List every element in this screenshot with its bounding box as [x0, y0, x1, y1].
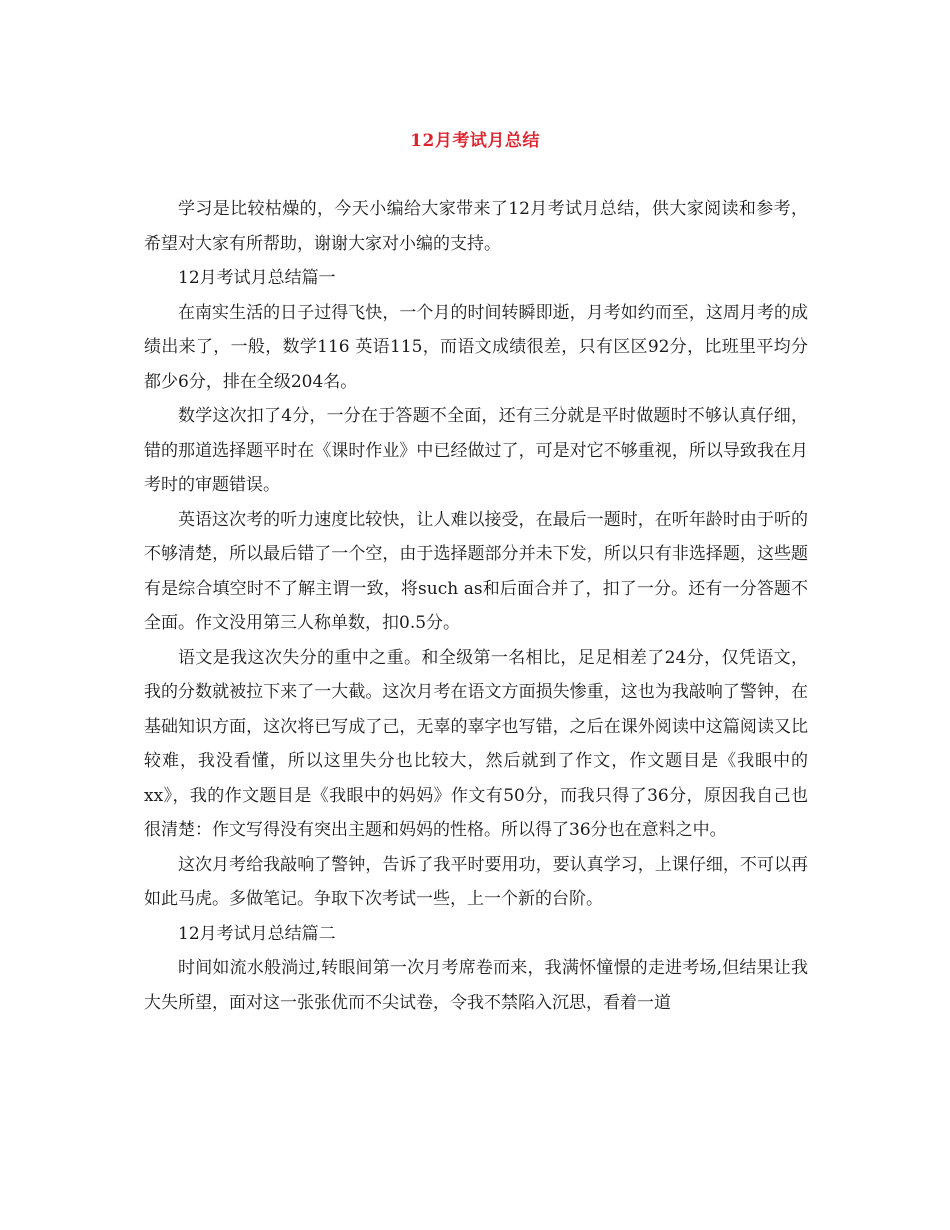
paragraph: 在南实生活的日子过得飞快，一个月的时间转瞬即逝，月考如约而至，这周月考的成绩出来了，一般，数学116 英语115，而语文成绩很差，只有区区92分，比班里平均分都少6分，排在全级204名。 [144, 302, 808, 392]
paragraph: 数学这次扣了4分，一分在于答题不全面，还有三分就是平时做题时不够认真仔细，错的那道选择题平时在《课时作业》中已经做过了，可是对它不够重视，所以导致我在月考时的审题错误。 [144, 406, 808, 495]
section-heading-1: 12月考试月总结篇一 [178, 268, 336, 288]
document-title: 12月考试月总结 [410, 131, 540, 151]
paragraph: 语文是我这次失分的重中之重。和全级第一名相比，足足相差了24分，仅凭语文，我的分数就被拉下来了一大截。这次月考在语文方面损失惨重，这也为我敲响了警钟，在基础知识方面，这次将已写成了己，无辜的辜字也写错，之后在课外阅读中这篇阅读又比较难，我没看懂，所以这里失分也比较大，然后就到了作文，作文题目是《我眼中的xx》，我的作文题目是《我眼中的妈妈》作文有50分，而我只得了36分，原因我自己也很清楚：作文写得没有突出主题和妈妈的性格。所以得了36分也在意料之中。 [144, 647, 808, 840]
paragraph: 英语这次考的听力速度比较快，让人难以接受，在最后一题时，在听年龄时由于听的不够清楚，所以最后错了一个空，由于选择题部分并未下发，所以只有非选择题，这些题有是综合填空时不了解主谓一致，将such as和后面合并了，扣了一分。还有一分答题不全面。作文没用第三人称单数，扣0.5分。 [144, 509, 808, 633]
document-body [144, 192, 808, 1020]
intro-paragraph: 学习是比较枯燥的，今天小编给大家带来了12月考试月总结，供大家阅读和参考，希望对大家有所帮助，谢谢大家对小编的支持。 [144, 199, 808, 254]
section-heading-2: 12月考试月总结篇二 [178, 923, 336, 944]
paragraph: 时间如流水般淌过,转眼间第一次月考席卷而来，我满怀憧憬的走进考场,但结果让我大失所望，面对这一张张优而不尖试卷，令我不禁陷入沉思，看着一道 [144, 958, 808, 1013]
paragraph: 这次月考给我敲响了警钟，告诉了我平时要用功，要认真学习，上课仔细，不可以再如此马虎。多做笔记。争取下次考试一些，上一个新的台阶。 [144, 854, 808, 909]
